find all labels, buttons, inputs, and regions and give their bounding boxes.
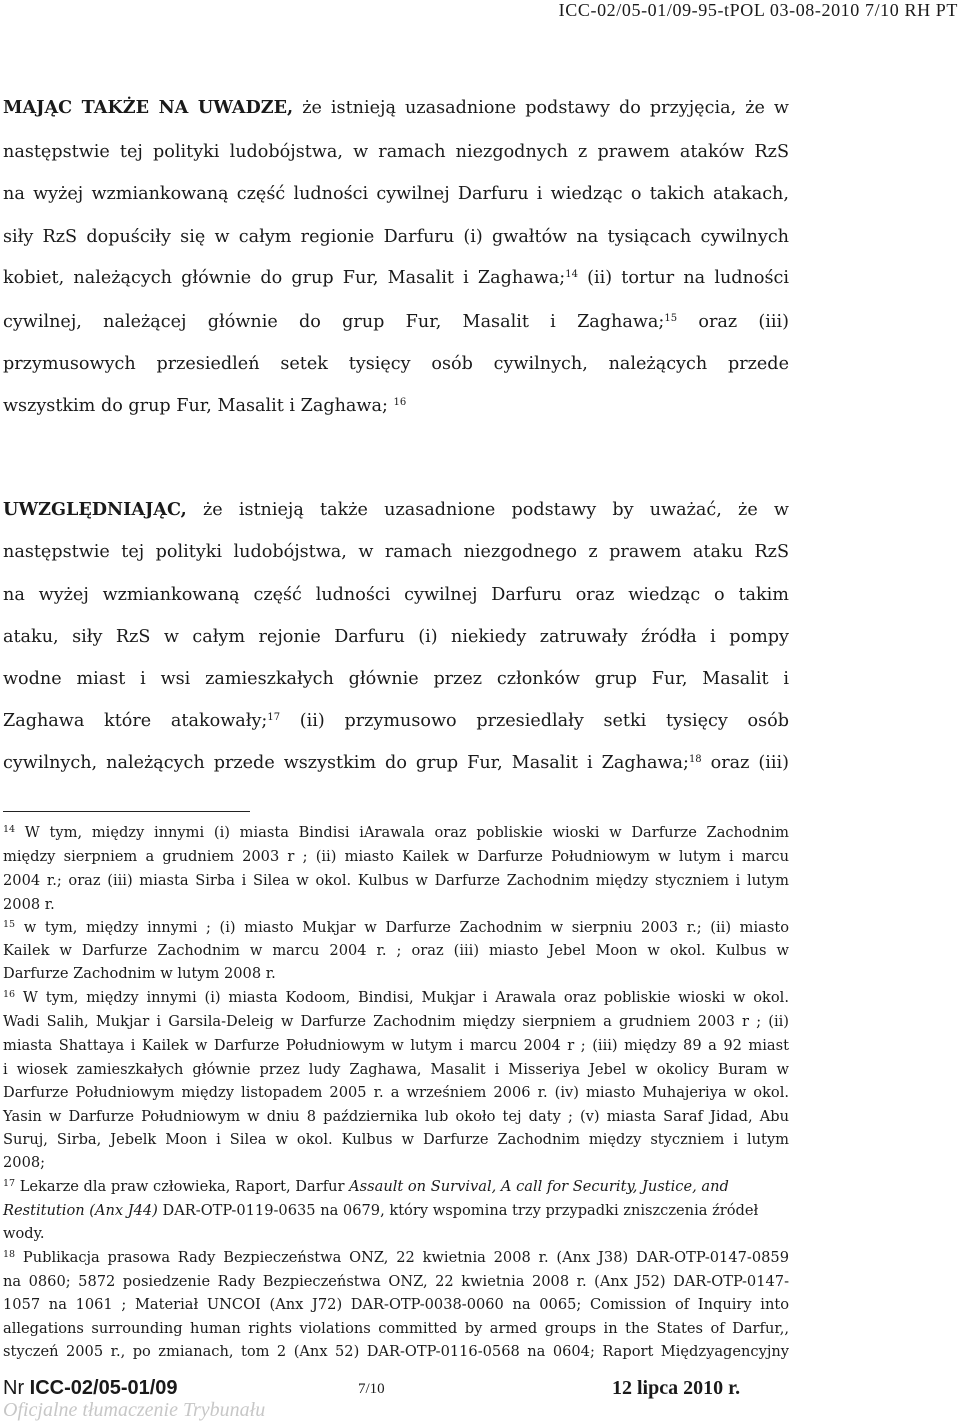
footnote-text: w tym, między innymi ; (i) miasto Mukjar w Darfurze Zachodnim w sierpniu 2003 r.; (ii) miasto — [15, 919, 789, 936]
translation-notice: Oficjalne tłumaczenie Trybunału — [3, 1399, 266, 1421]
footnote-ref-18[interactable]: 18 — [688, 754, 702, 765]
paragraph-1-lead: MAJĄC TAKŻE NA UWADZE, — [3, 97, 294, 118]
footnote-line: Darfurze Południowym między listopadem 2005 r. a wrześniem 2006 r. (iv) miasto Muhajeriya w okol. — [3, 1084, 789, 1101]
running-header: ICC-02/05-01/09-95-tPOL 03-08-2010 7/10 RH PT — [558, 0, 958, 20]
footnote-line: allegations surrounding human rights violations committed by armed groups in the States of Darfur,, — [3, 1320, 789, 1337]
paragraph-2-line — [3, 707, 789, 735]
footnote-number: 17 — [3, 1178, 16, 1189]
footnote-line — [3, 1200, 789, 1222]
footnote-number: 18 — [3, 1249, 16, 1260]
page-number: 7/10 — [358, 1381, 385, 1397]
footnote-text: DAR-OTP-0119-0635 na 0679, który wspomina trzy przypadki zniszczenia źródeł — [157, 1202, 759, 1219]
reference-prefix: Nr — [3, 1377, 30, 1399]
paragraph-2-line: następstwie tej polityki ludobójstwa, w ramach niezgodnego z prawem ataku RzS — [3, 542, 789, 562]
footnote-cited-title: Assault on Survival, A call for Security, Justice, and — [349, 1178, 729, 1195]
paragraph-2-lead: UWZGLĘDNIAJĄC, — [3, 499, 187, 520]
footnote-ref-15[interactable]: 15 — [664, 313, 678, 324]
reference-number: ICC-02/05-01/09 — [29, 1377, 178, 1399]
paragraph-text: cywilnych, należących przede wszystkim do grup Fur, Masalit i Zaghawa; — [3, 753, 689, 773]
footnote-17 — [3, 1176, 789, 1198]
footnote-16 — [3, 987, 789, 1009]
footnote-ref-16[interactable]: 16 — [393, 397, 407, 408]
paragraph-2-line: wodne miast i wsi zamieszkałych głównie przez członków grup Fur, Masalit i — [3, 669, 789, 689]
paragraph-2-line: ataku, siły RzS w całym rejonie Darfuru (i) niekiedy zatruwały źródła i pompy — [3, 627, 789, 647]
paragraph-1-line: przymusowych przesiedleń setek tysięcy osób cywilnych, należących przede — [3, 354, 789, 374]
footnote-number: 16 — [3, 989, 16, 1000]
footnote-18 — [3, 1247, 789, 1269]
footnote-line: Wadi Salih, Mukjar i Garsila-Deleig w Darfurze Zachodnim między sierpniem a grudniem 2003 r ; (ii) — [3, 1013, 789, 1030]
footnote-line: na 0860; 5872 posiedzenie Rady Bezpieczeństwa ONZ, 22 kwietnia 2008 r. (Anx J52) DAR-OTP-0147- — [3, 1273, 789, 1290]
paragraph-1-line: na wyżej wzmiankowaną część ludności cywilnej Darfuru i wiedząc o takich atakach, — [3, 184, 789, 204]
paragraph-1-line — [3, 308, 789, 336]
paragraph-2-line: na wyżej wzmiankowaną część ludności cywilnej Darfuru oraz wiedząc o takim — [3, 585, 789, 605]
footnote-text: W tym, między innymi (i) miasta Bindisi iArawala oraz pobliskie wioski w Darfurze Zachodnim — [15, 824, 789, 841]
footnote-line: Kailek w Darfurze Zachodnim w marcu 2004 r. ; oraz (iii) miasto Jebel Moon w okol. Kulbus w — [3, 942, 789, 959]
paragraph-text: wszystkim do grup Fur, Masalit i Zaghawa; — [3, 396, 394, 416]
paragraph-2-line — [3, 749, 789, 777]
footnote-separator — [3, 811, 250, 812]
footnote-ref-14[interactable]: 14 — [565, 269, 578, 280]
footnote-text: Publikacja prasowa Rady Bezpieczeństwa ONZ, 22 kwietnia 2008 r. (Anx J38) DAR-OTP-0147-0859 — [15, 1249, 789, 1266]
footnote-cited-title: Restitution (Anx J44) — [3, 1202, 158, 1219]
footnote-text: Lekarze dla praw człowieka, Raport, Darfur — [15, 1178, 350, 1195]
paragraph-text: oraz (iii) — [701, 753, 789, 773]
paragraph-1-line — [3, 392, 789, 420]
paragraph-text: kobiet, należących głównie do grup Fur, Masalit i Zaghawa; — [3, 268, 566, 288]
footnote-text: W tym, między innymi (i) miasta Kodoom, Bindisi, Mukjar i Arawala oraz pobliskie wioski w okol. — [15, 989, 789, 1006]
footnote-number: 14 — [3, 824, 16, 835]
footnote-14 — [3, 822, 789, 844]
paragraph-text: że istnieją także uzasadnione podstawy by uważać, że w — [186, 500, 789, 520]
footnote-15 — [3, 917, 789, 939]
footnote-line: wody. — [3, 1225, 45, 1242]
footnote-line: miasta Shattaya i Kailek w Darfurze Południowym w lutym i marcu 2004 r ; (iii) między 89 a 92 miast — [3, 1037, 789, 1054]
paragraph-text: (ii) tortur na ludności — [577, 268, 789, 288]
footnote-ref-17[interactable]: 17 — [267, 712, 281, 723]
paragraph-1-line: następstwie tej polityki ludobójstwa, w ramach niezgodnych z prawem ataków RzS — [3, 142, 789, 162]
document-date: 12 lipca 2010 r. — [612, 1377, 741, 1399]
footnote-line: 2008 r. — [3, 896, 55, 913]
paragraph-text: cywilnej, należącej głównie do grup Fur, Masalit i Zaghawa; — [3, 312, 665, 332]
paragraph-text: że istnieją uzasadnione podstawy do przyjęcia, że w — [293, 98, 789, 118]
paragraph-1-line — [3, 264, 789, 292]
footnote-line: Yasin w Darfurze Południowym w dniu 8 października lub około tej daty ; (v) miasta Saraf Jidad, Abu — [3, 1108, 789, 1125]
footnote-line: 2008; — [3, 1154, 46, 1171]
footnote-number: 15 — [3, 919, 16, 930]
paragraph-text: Zaghawa które atakowały; — [3, 711, 268, 731]
paragraph-2-line — [3, 496, 789, 524]
footnote-line: 2004 r.; oraz (iii) miasta Sirba i Silea w okol. Kulbus w Darfurze Zachodnim między styczniem i lutym — [3, 872, 789, 889]
footnote-line: Suruj, Sirba, Jebelk Moon i Silea w okol. Kulbus w Darfurze Zachodnim między styczniem i lutym — [3, 1131, 789, 1148]
paragraph-1-line — [3, 94, 789, 122]
footnote-line: 1057 na 1061 ; Materiał UNCOI (Anx J72) DAR-OTP-0038-0060 na 0065; Comission of Inquiry into — [3, 1296, 789, 1313]
footnote-line: styczeń 2005 r., po zmianach, tom 2 (Anx 52) DAR-OTP-0116-0568 na 0604; Raport Międzyagencyjny — [3, 1343, 789, 1360]
paragraph-text: oraz (iii) — [677, 312, 789, 332]
footnote-line: między sierpniem a grudniem 2003 r ; (ii) miasto Kailek w Darfurze Południowym w lutym i marcu — [3, 848, 789, 865]
paragraph-text: (ii) przymusowo przesiedlały setki tysięcy osób — [280, 711, 790, 731]
footnote-line: Darfurze Zachodnim w lutym 2008 r. — [3, 965, 276, 982]
document-reference — [3, 1377, 178, 1400]
paragraph-1-line: siły RzS dopuściły się w całym regionie Darfuru (i) gwałtów na tysiącach cywilnych — [3, 227, 789, 247]
footnote-line: i wiosek zamieszkałych głównie przez ludy Zaghawa, Masalit i Misseriya Jebel w okolicy Buram w — [3, 1061, 789, 1078]
